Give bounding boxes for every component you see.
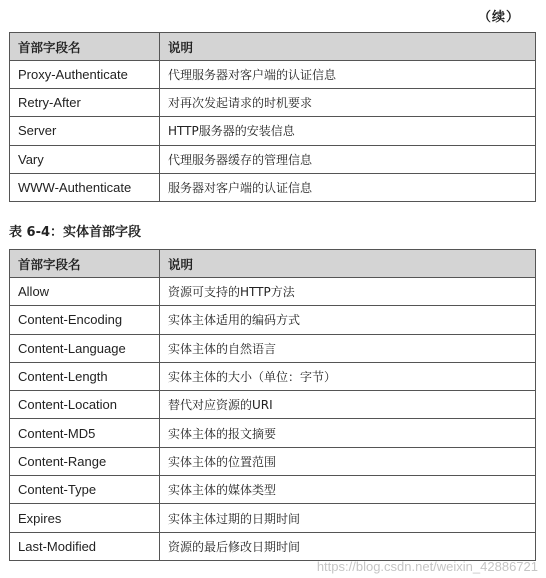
description-cell: 实体主体的媒体类型: [160, 476, 536, 504]
field-name-cell: Content-Type: [10, 476, 160, 504]
field-name-cell: Content-MD5: [10, 419, 160, 447]
table-row: [10, 334, 536, 362]
field-name-cell: Content-Encoding: [10, 306, 160, 334]
description-cell: 资源的最后修改日期时间: [160, 532, 536, 560]
table-row: [10, 278, 536, 306]
response-header-table-continued: [9, 32, 536, 202]
column-header-field-name: 首部字段名: [10, 250, 160, 278]
table-row: [10, 504, 536, 532]
field-name-cell: Retry-After: [10, 89, 160, 117]
field-name-cell: Proxy-Authenticate: [10, 61, 160, 89]
continued-marker: （续）: [477, 10, 520, 25]
field-name-cell: Vary: [10, 145, 160, 173]
table-row: [10, 117, 536, 145]
description-cell: 服务器对客户端的认证信息: [160, 173, 536, 201]
table-row: [10, 419, 536, 447]
field-name-cell: Content-Language: [10, 334, 160, 362]
field-name-cell: Expires: [10, 504, 160, 532]
table-caption: 表 6-4：实体首部字段: [9, 225, 142, 240]
description-cell: 代理服务器缓存的管理信息: [160, 145, 536, 173]
description-cell: 资源可支持的HTTP方法: [160, 278, 536, 306]
field-name-cell: Last-Modified: [10, 532, 160, 560]
field-name-cell: Server: [10, 117, 160, 145]
table-row: [10, 362, 536, 390]
field-name-cell: Content-Location: [10, 391, 160, 419]
description-cell: 实体主体适用的编码方式: [160, 306, 536, 334]
column-header-description: 说明: [160, 33, 536, 61]
table-row: [10, 447, 536, 475]
table-header-row: [10, 33, 536, 61]
table-row: [10, 61, 536, 89]
description-cell: 替代对应资源的URI: [160, 391, 536, 419]
description-cell: 代理服务器对客户端的认证信息: [160, 61, 536, 89]
table-row: [10, 145, 536, 173]
column-header-field-name: 首部字段名: [10, 33, 160, 61]
description-cell: 实体主体的报文摘要: [160, 419, 536, 447]
table-row: [10, 89, 536, 117]
table-row: [10, 306, 536, 334]
table-header-row: [10, 250, 536, 278]
description-cell: HTTP服务器的安装信息: [160, 117, 536, 145]
description-cell: 实体主体的位置范围: [160, 447, 536, 475]
description-cell: 实体主体过期的日期时间: [160, 504, 536, 532]
field-name-cell: Allow: [10, 278, 160, 306]
field-name-cell: Content-Range: [10, 447, 160, 475]
field-name-cell: Content-Length: [10, 362, 160, 390]
column-header-description: 说明: [160, 250, 536, 278]
field-name-cell: WWW-Authenticate: [10, 173, 160, 201]
description-cell: 对再次发起请求的时机要求: [160, 89, 536, 117]
table-row: [10, 532, 536, 560]
description-cell: 实体主体的自然语言: [160, 334, 536, 362]
table-row: [10, 391, 536, 419]
watermark-url: https://blog.csdn.net/weixin_42886721: [316, 559, 538, 574]
description-cell: 实体主体的大小（单位：字节）: [160, 362, 536, 390]
entity-header-table: [9, 249, 536, 561]
table-row: [10, 173, 536, 201]
table-row: [10, 476, 536, 504]
